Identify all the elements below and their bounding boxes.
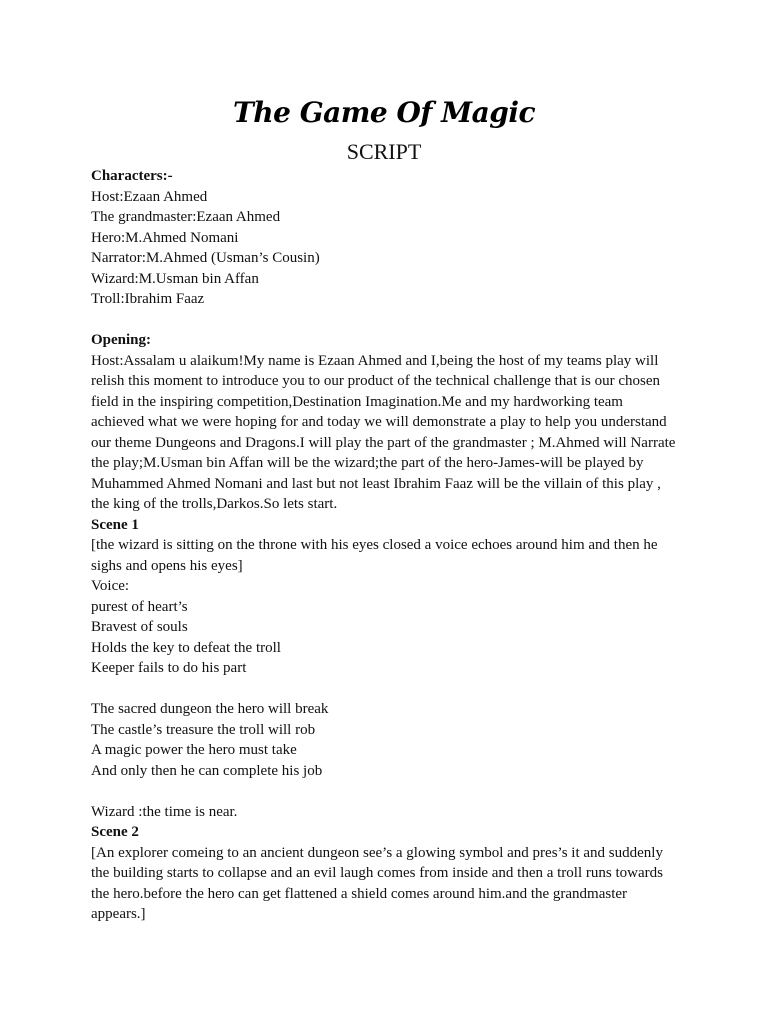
- character-line: Host:Ezaan Ahmed: [91, 188, 208, 205]
- character-line: Hero:M.Ahmed Nomani: [91, 229, 239, 246]
- scene-1-direction-line: sighs and opens his eyes]: [91, 557, 243, 574]
- scene-2-direction-line: appears.]: [91, 906, 146, 922]
- scene-2-direction-line: the building starts to collapse and an evil laugh comes from inside and then a troll runs towards: [91, 865, 663, 881]
- verse-line: And only then he can complete his job: [91, 762, 323, 779]
- opening-line: relish this moment to introduce you to our product of the technical challenge that is our chosen: [91, 373, 661, 389]
- verse-line: The sacred dungeon the hero will break: [91, 701, 329, 717]
- opening-line: achieved what we were hoping for and today we will demonstrate a play to help you understand: [91, 414, 667, 430]
- character-line: Narrator:M.Ahmed (Usman’s Cousin): [91, 250, 320, 266]
- character-line: Troll:Ibrahim Faaz: [91, 291, 205, 307]
- spacer: [91, 781, 691, 802]
- opening-line: Host:Assalam u alaikum!My name is Ezaan Ahmed and I,being the host of my teams play will: [91, 352, 659, 369]
- scene-2-direction-line: [An explorer comeing to an ancient dungeon see’s a glowing symbol and pres’s it and suddenly: [91, 844, 663, 861]
- voice-label: Voice:: [91, 578, 130, 594]
- verse-line: Holds the key to defeat the troll: [91, 639, 281, 656]
- spacer: [91, 679, 691, 700]
- verse-line: purest of heart’s: [91, 598, 188, 615]
- opening-line: our theme Dungeons and Dragons.I will play the part of the grandmaster ; M.Ahmed will Narrate: [91, 434, 676, 451]
- verse-line: Bravest of souls: [91, 619, 188, 635]
- opening-line: Muhammed Ahmed Nomani and last but not least Ibrahim Faaz will be the villain of this play ,: [91, 475, 661, 492]
- character-line: The grandmaster:Ezaan Ahmed: [91, 209, 281, 225]
- character-line: Wizard:M.Usman bin Affan: [91, 270, 259, 287]
- wizard-line: Wizard :the time is near.: [91, 803, 238, 820]
- opening-line: field in the inspiring competition,Destination Imagination.Me and my hardworking team: [91, 393, 623, 410]
- characters-heading: Characters:-: [91, 168, 173, 184]
- scene-1-heading: Scene 1: [91, 516, 139, 533]
- spacer: [91, 310, 691, 331]
- verse-line: A magic power the hero must take: [91, 742, 297, 758]
- scene-2-heading: Scene 2: [91, 824, 139, 840]
- opening-line: the king of the trolls,Darkos.So lets start.: [91, 496, 338, 512]
- document-subtitle: SCRIPT: [346, 139, 422, 164]
- opening-heading: Opening:: [91, 332, 152, 348]
- scene-2-direction-line: the hero.before the hero can get flattened a shield comes around him.and the grandmaster: [91, 885, 628, 902]
- document-title: The Game Of Magic: [232, 96, 536, 129]
- opening-line: the play;M.Usman bin Affan will be the wizard;the part of the hero-James-will be played by: [91, 455, 644, 471]
- verse-line: The castle’s treasure the troll will rob: [91, 721, 316, 738]
- verse-line: Keeper fails to do his part: [91, 660, 247, 676]
- scene-1-direction-line: [the wizard is sitting on the throne with his eyes closed a voice echoes around him and then he: [91, 537, 658, 553]
- script-body: [91, 166, 691, 925]
